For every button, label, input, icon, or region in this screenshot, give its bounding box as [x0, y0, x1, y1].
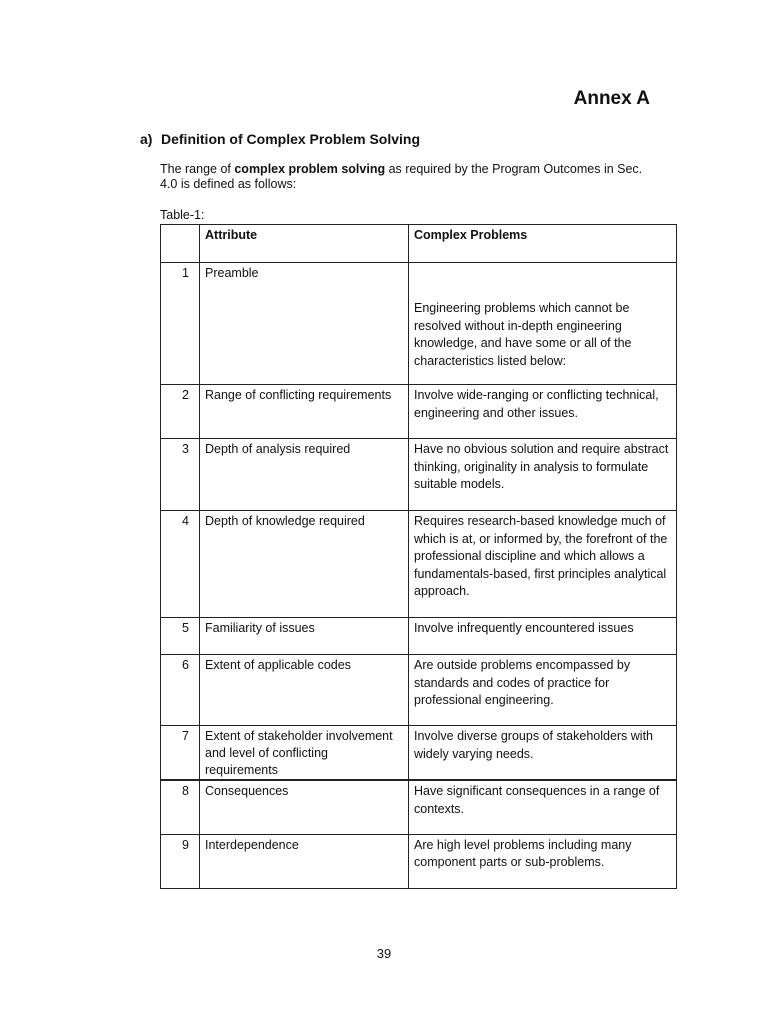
table-row — [161, 834, 677, 888]
intro-tail: as required by the Program Outcomes in Sec. 4.0 is defined as follows: — [160, 162, 643, 191]
row-attribute: Extent of stakeholder involvement and level of conflicting requirements — [200, 726, 409, 781]
complex-problems-table — [160, 224, 677, 889]
row-number: 5 — [161, 618, 200, 655]
section-heading-text: Definition of Complex Problem Solving — [161, 131, 421, 147]
intro-paragraph — [160, 162, 660, 192]
row-attribute: Consequences — [200, 780, 409, 834]
row-number: 1 — [161, 263, 200, 385]
row-attribute: Preamble — [200, 263, 409, 385]
row-number: 4 — [161, 511, 200, 618]
table-caption: Table-1: — [160, 208, 205, 222]
table-row — [161, 511, 677, 618]
row-description: Are high level problems including many component parts or sub-problems. — [409, 834, 677, 888]
row-number: 2 — [161, 385, 200, 439]
row-description: Requires research-based knowledge much of which is at, or informed by, the forefront of the professional discipline and which allows a fundamentals-based, first principles analytical approach. — [409, 511, 677, 618]
row-attribute: Extent of applicable codes — [200, 655, 409, 726]
row-attribute: Range of conflicting requirements — [200, 385, 409, 439]
row-description-text: Engineering problems which cannot be resolved without in-depth engineering knowledge, and have some or all of the characteristics listed below: — [414, 301, 632, 368]
header-complex-problems: Complex Problems — [409, 225, 677, 263]
row-attribute: Depth of knowledge required — [200, 511, 409, 618]
table-row — [161, 726, 677, 781]
section-heading — [140, 131, 420, 147]
row-attribute: Interdependence — [200, 834, 409, 888]
header-number — [161, 225, 200, 263]
section-marker: a) — [140, 131, 153, 147]
row-description: Have no obvious solution and require abstract thinking, originality in analysis to formulate suitable models. — [409, 439, 677, 511]
row-description: Involve diverse groups of stakeholders with widely varying needs. — [409, 726, 677, 781]
table-row — [161, 780, 677, 834]
row-number: 9 — [161, 834, 200, 888]
table-row — [161, 618, 677, 655]
row-attribute: Depth of analysis required — [200, 439, 409, 511]
row-number: 6 — [161, 655, 200, 726]
table-row — [161, 263, 677, 385]
row-description — [409, 263, 677, 385]
row-number: 8 — [161, 780, 200, 834]
row-description: Are outside problems encompassed by standards and codes of practice for professional engineering. — [409, 655, 677, 726]
table-row — [161, 385, 677, 439]
row-description: Involve wide-ranging or conflicting technical, engineering and other issues. — [409, 385, 677, 439]
intro-bold-term: complex problem solving — [234, 162, 386, 176]
row-description: Have significant consequences in a range of contexts. — [409, 780, 677, 834]
row-number: 3 — [161, 439, 200, 511]
row-description: Involve infrequently encountered issues — [409, 618, 677, 655]
intro-lead: The range of — [160, 162, 235, 176]
header-attribute: Attribute — [200, 225, 409, 263]
row-number: 7 — [161, 726, 200, 781]
table-row — [161, 655, 677, 726]
row-attribute: Familiarity of issues — [200, 618, 409, 655]
table-row — [161, 439, 677, 511]
table-header-row — [161, 225, 677, 263]
page-number: 39 — [376, 946, 392, 961]
annex-title: Annex A — [573, 88, 650, 109]
